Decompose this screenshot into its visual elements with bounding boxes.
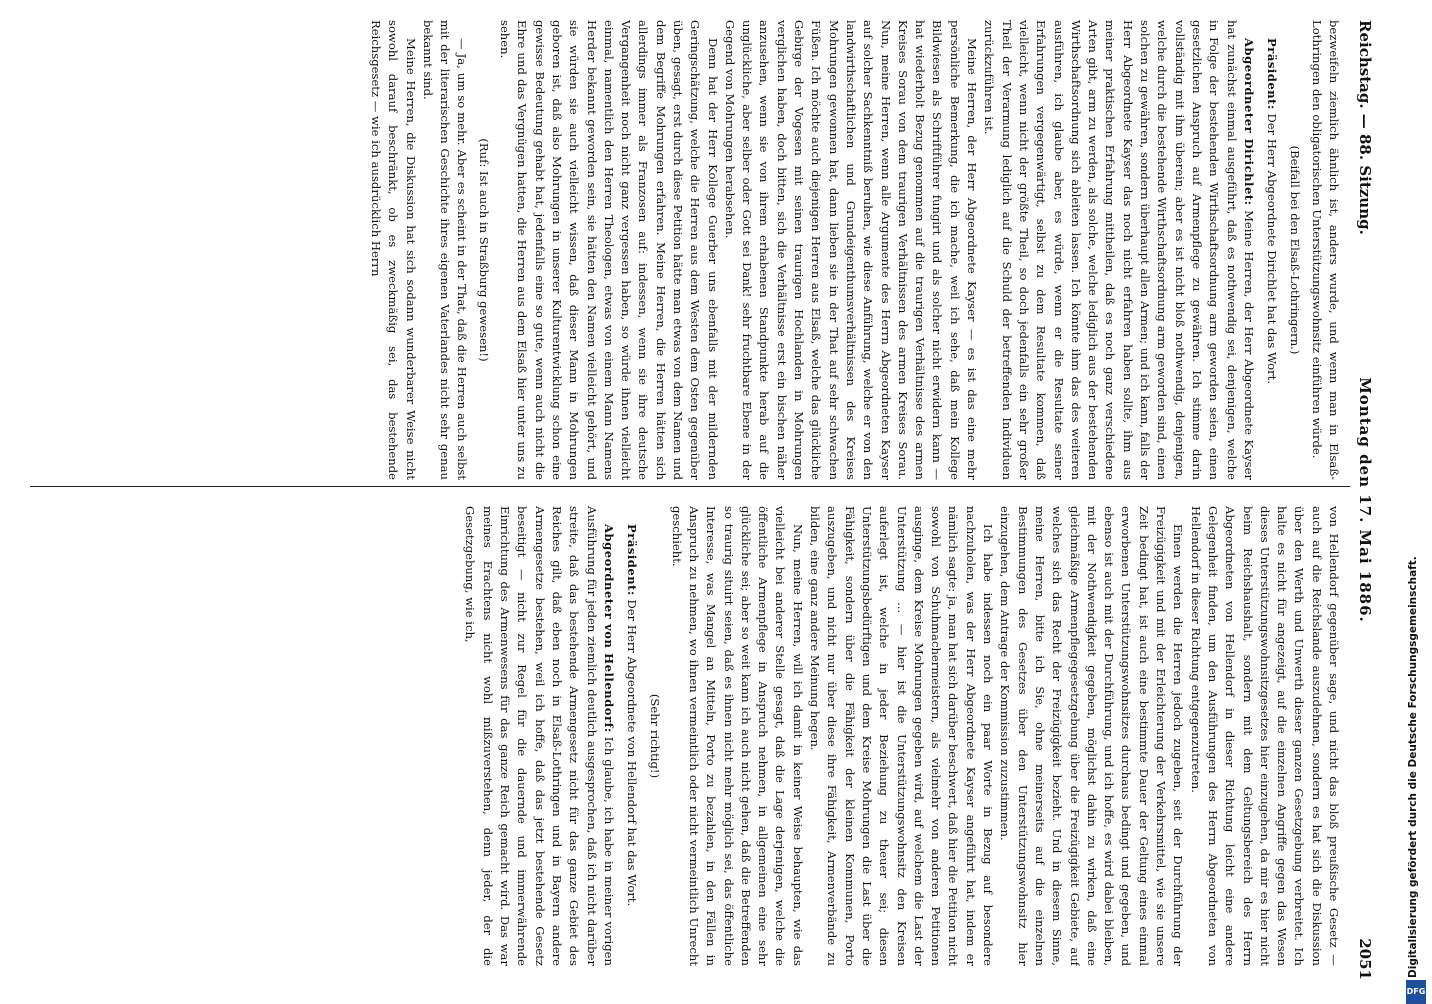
funding-note: Digitalisierung gefördert durch die Deutsche Forschungsgemeinschaft. <box>1407 556 1419 978</box>
header-date: Montag den 17. Mai 1886. <box>1356 377 1374 623</box>
digitization-footer <box>1404 556 1428 996</box>
text-paragraph: Meine Herren, der Herr Abgeordnete Kayser — es ist das eine mehr persönliche Bemerkung, die ich mache, weil ich sehe, daß mein Kollege Bildwiesen als Schriftführer fungirt und als solcher nicht erwidern kann — hat wiederholt Bezug genommen auf die traurigen Verhältnisse des armen Kreises Sorau von dem traurigen Verhältnissen des armen Kreises Sorau. Nun, meine Herren, wenn alle Argumente des Herrn Abgeordneten Kayser auf solcher Sachkenntniß beruhen, wie diese Anführung, welche er von den landwirthschaftlichen und Grundeigenthumsverhältnissen des Kreises Mohrungen gewonnen hat, dann lieben sie in der That auf sehr schwachen Füßen. Ich möchte auch diejenigen Herren aus Elsaß, welche das glückliche Gebirge der Vogesen mit seinen traurigen Hochlanden in Mohrungen verglichen haben, doch bitten, sich die Verhältnisse erst ein bischen näher anzusehen, wenn sie von ihrem erhabenen Standpunkte herab auf die unglückliche, aber selber oder Gott sei Dank! sehr fruchtbare Ebene in der Gegend von Mohrungen herabsehen. <box>722 20 980 480</box>
speaker-name: Präsident: <box>625 524 640 596</box>
running-header <box>1350 20 1380 980</box>
speech-paragraph <box>1263 20 1280 480</box>
column-divider <box>30 486 1350 487</box>
page-number: 2051 <box>1356 938 1374 980</box>
speaker-name: Präsident: <box>1265 38 1280 110</box>
dfg-logo: DFG <box>1406 980 1426 1004</box>
header-left: Reichstag. — 88. Sitzung. <box>1356 20 1374 235</box>
text-paragraph: Nun, meine Herren, will ich damit in keiner Weise behaupten, wie das vielleicht bei anderer Stelle gesagt, daß die Lage derjenigen, welche die öffentliche Armenpflege in Anspruch nehmen, in allgemeinen eine sehr glückliche sei; aber so weit kann ich auch nicht gehen, daß die Betreffenden so traurig situirt seien, daß es ihnen nicht mehr möglich sei, das öffentliche Interesse, was Mangel an Mitteln, Porto zu bezahlen, in den Fällen in Anspruch zu nehmen, wo ihnen vermeintlich oder nicht vermeintlich Unrecht geschieht. <box>669 506 805 966</box>
stage-direction: (Beifall bei den Elsaß-Lothringern.) <box>1288 145 1303 355</box>
stage-direction: (Sehr richtig!) <box>648 693 663 779</box>
text-paragraph: Ich habe indessen noch ein paar Worte in Bezug auf besondere nachzuholen, was der Herr Abgeordnete Kayser angeführt hat, indem er nämlich sagte: ja, man hat sich darüber beschwert, daß hier die Petition nicht sowohl von Schuhmachermeistern, als vielmehr von anderen Petitionen ausginge, dem Kreise Mohrungen gegeben wird, auf welchem die Last der Unterstützung ... — hier ist die Unterstützungswohnsitz den Kreisen auferlegt ist, welche in jeder Beziehung zu theuer sei; diesen Unterstützungsbedürftigen und dem Kreise Mohrungen die Last über die Fähigkeit, sondern über die Fähigkeit der kleinen Kommunen, Porto auszugeben, und nicht nur über diese ihre Fähigkeit, Armenverbände zu bilden, eine ganz andere Meinung hegen. <box>808 506 996 966</box>
left-column <box>42 20 1342 480</box>
right-column <box>42 506 1342 966</box>
speech-text: Der Herr Abgeordnete Dirichlet hat das Wort. <box>1265 113 1280 385</box>
stage-direction: (Ruf: Ist auch in Straßburg gewesen!) <box>476 138 491 362</box>
speech-paragraph <box>623 506 640 966</box>
speech-paragraph <box>461 506 617 966</box>
speech-text: Der Herr Abgeordnete von Hellendorf hat das Wort. <box>625 599 640 907</box>
text-paragraph: Meine Herren, die Diskussion hat sich sodann wunderbarer Weise nicht sowohl darauf beschränkt, ob es zweckmäßig sei, das bestehende Reichsgesetz — wie ich ausdrücklich Herrn <box>368 20 418 480</box>
text-paragraph: — Ja, um so mehr. Aber es scheint in der That, daß die Herren auch selbst mit der literarischen Geschichte ihres eigenen Vaterlandes nicht sehr genau bekannt sind. <box>420 20 470 480</box>
text-paragraph: Denn hat der Herr Kollege Guerber uns ebenfalls mit der mildernden Geringschätzung, welche die Herren aus dem Westen dem Osten gegenüber üben, gesagt, erst durch diese Petition hätte man etwas von dem Namen und dem Begriffe Mohrungen erfahren. Meine Herren, die Herren hätten sich allerdings immer als Franzosen auf: indessen, wenn sie ihre deutsche Vergangenheit noch nicht ganz vergessen haben, so würde ihnen vielleicht einmal, namentlich den Herren Theologen, etwas von einem Mann Namens Herder bekannt geworden sein, sie hätten den Namen vielleicht gehört, und sie würden sie auch vielleicht wissen, daß dieser Mann in Mohrungen geboren ist, daß also Mohrungen in unserer Kulturentwicklung schon eine gewisse Bedeutung gehabt hat, jedenfalls eine so gute, wenn auch nicht die Ehre und das Vergnügen hatten, die Herren aus dem Elsaß hier unter uns zu sehen. <box>498 20 720 480</box>
speech-paragraph <box>980 20 1257 480</box>
speaker-name: Abgeordneter Dirichlet: <box>1241 38 1256 206</box>
speaker-name: Abgeordneter von Hellendorf: <box>601 524 616 733</box>
text-paragraph: von Hellendorf gegenüber sage, und nicht das bloß preußische Gesetz — auch auf die Reichslande auszudehnen, sondern es hat sich die Diskussion über den Werth und Unwerth dieser ganzen Gesetzgebung verbreitet. Ich halte es nicht für angezeigt, auf die einzelnen Angriffe gegen das Wesen dieses Unterstützungswohnsitzgesetzes hier einzugehen, da mir es hier nicht beim Reichshaushalt, sondern mit dem Geltungsbereich des Herrn Abgeordneten von Hellendorf in dieser Richtung leicht eine andere Gelegenheit finden, um den Ausführungen des Herrn Abgeordneten von Hellendorf in dieser Richtung entgegenzutreten. <box>1188 506 1341 966</box>
text-paragraph: bezweifeln ziemlich ähnlich ist, anders wurde, und wenn man in Elsaß-Lothringen den obligatorischen Unterstützungswohnsitz einführen würde. <box>1309 20 1341 480</box>
text-paragraph: Einen werden die Herren jedoch zugeben, seit der Durchführung der Freizügigkeit und mit der Erleichterung der Verkehrsmittel, wie sie unsere Zeit bedingt hat, ist auch eine bestimmte Dauer der Geltung eines einmal erworbenen Unterstützungswohnsitzes durchaus bedingt und gegeben, und ebenso ist auch mit der Durchführung, und ich hoffe, es wird dabei bleiben, mit der Nothwendigkeit gegeben, möglichst dahin zu wirken, daß eine gleichmäßige Armenpflegegesetzgebung über die Freizügigkeit Gebiete, auf welches sich das Recht der Freizügigkeit bezieht. Und in diesem Sinne, meine Herren, bitte ich Sie, ohne meinerseits auf die einzelnen Bestimmungen des Gesetzes über den Unterstützungswohnsitz hier einzugehen, dem Antrage der Kommission zuzustimmen. <box>998 506 1186 966</box>
speech-text: Ich glaube, ich habe in meiner vorigen Ausführung für jeden ziemlich deutlich ausgesprochen, daß ich nicht darüber streite, daß das bestehende Armengesetz nicht für das ganze Gebiet des Reiches gilt, daß eben noch in Elsaß-Lothringen und in Bayern andere Armengesetze bestehen, weil ich hoffe, daß das jetzt bestehende Gesetz beseitigt — nicht zur Regel für die dauernde und immerwährende Einrichtung des Armenwesens für das ganze Reich gemacht wird. Das war meines Erachtens nicht wohl mißzuverstehen, denn jeder, der die Gesetzgebung, wie ich, <box>463 506 616 966</box>
speech-text: Meine Herren, der Herr Abgeordnete Kayser hat zunächst einmal ausgeführt, daß es nothwendig sei, denjenigen, welche in Folge der bestehenden Wirthschaftsordnung arm geworden seien, einen gesetzlichen Anspruch auf Armenpflege zu gewähren. Ich stimme darin vollständig mit ihm überein; aber es ist nicht bloß nothwendig, denjenigen, welche durch die bestehende Wirthschaftsordnung arm geworden sind, einen solchen zu gewähren, sondern überhaupt allen Armen; und ich kann, falls der Herr Abgeordnete Kayser das noch nicht erfahren haben sollte, ihm aus meiner praktischen Erfahrung mittheilen, daß es noch ganz verschiedene Arten gibt, arm zu werden, als solche, welche lediglich aus der bestehenden Wirthschaftsordnung sich ableiten lassen. Ich könnte ihm das des weiteren ausführen, ich glaube aber, es würde, wenn er die Resultate seiner Erfahrungen vergegenwärtigt, selbst zu dem Resultate kommen, daß vielleicht, wenn nicht der größte Theil, so doch jedenfalls ein sehr großer Theil der Verarmung lediglich auf die Schuld der betreffenden Individuen zurückzuführen ist. <box>982 20 1256 480</box>
